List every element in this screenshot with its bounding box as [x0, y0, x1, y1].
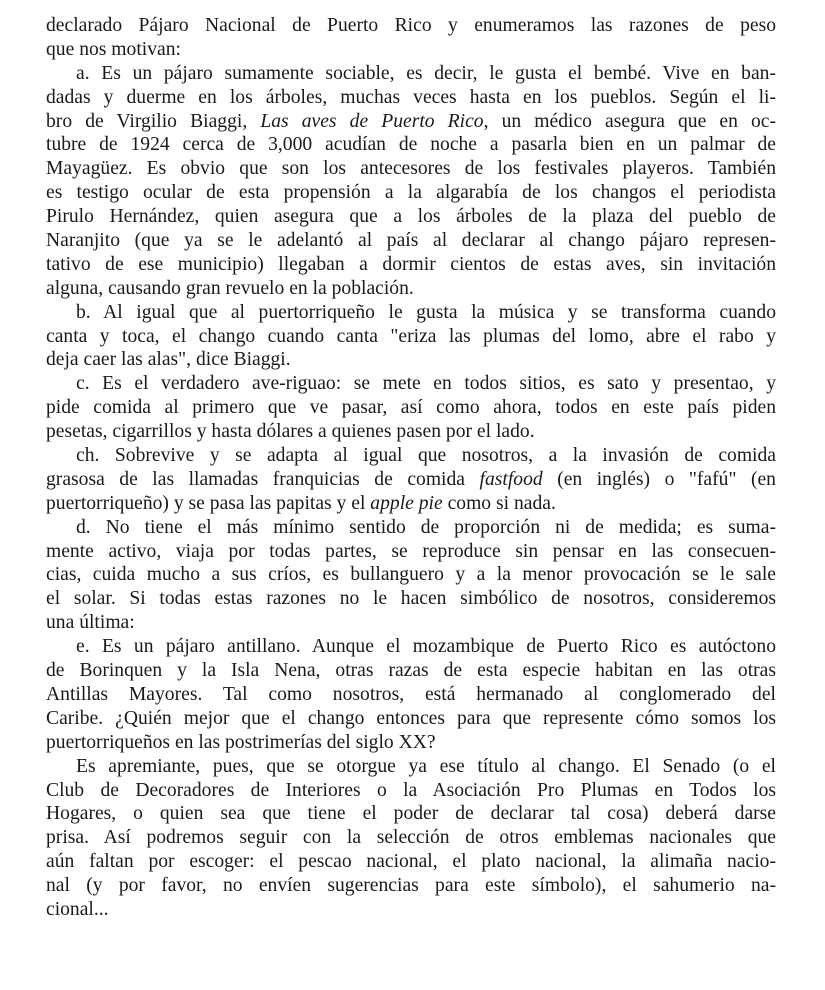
text-line — [46, 731, 776, 755]
text-line — [46, 157, 776, 181]
text-line — [46, 850, 776, 874]
text-segment: alguna, causando gran revuelo en la población. — [46, 277, 414, 299]
text-line — [46, 540, 776, 564]
italic-title: fastfood — [479, 468, 543, 490]
text-line — [46, 898, 776, 922]
text-segment: grasosa de las llamadas franquicias de comida — [46, 468, 480, 490]
text-segment: b. Al igual que al puertorriqueño le gusta la música y se transforma cuando — [76, 301, 776, 323]
text-segment: Pirulo Hernández, quien asegura que a los árboles de la plaza del pueblo de — [46, 206, 776, 228]
italic-title: Las aves de Puerto Rico — [260, 110, 484, 132]
text-line — [46, 826, 776, 850]
text-line — [46, 516, 776, 540]
text-segment: como si nada. — [442, 492, 556, 514]
text-segment: Naranjito (que ya se le adelantó al país al declarar al chango pájaro represen- — [46, 230, 776, 252]
text-line — [46, 181, 776, 205]
paragraph — [46, 635, 776, 754]
text-segment: e. Es un pájaro antillano. Aunque el mozambique de Puerto Rico es autóctono — [76, 636, 776, 658]
text-segment: nal (y por favor, no envíen sugerencias para este símbolo), el sahumerio na- — [46, 875, 776, 897]
text-segment: puertorriqueños en las postrimerías del siglo XX? — [46, 731, 436, 753]
text-segment: Caribe. ¿Quién mejor que el chango entonces para que represente cómo somos los — [46, 707, 776, 729]
text-segment: pide comida al primero que ve pasar, así como ahora, todos en este país piden — [46, 397, 776, 419]
text-segment: es testigo ocular de esta propensión a la algarabía de los changos el periodista — [46, 182, 776, 204]
text-segment: Hogares, o quien sea que tiene el poder de declarar tal cosa) deberá darse — [46, 803, 776, 825]
paragraph — [46, 372, 776, 444]
text-line — [46, 874, 776, 898]
text-line — [46, 611, 776, 635]
text-segment: (en inglés) o "fafú" (en — [542, 468, 776, 490]
paragraph — [46, 301, 776, 373]
text-line — [46, 492, 776, 516]
text-line — [46, 563, 776, 587]
text-segment: canta y toca, el chango cuando canta "eriza las plumas del lomo, abre el rabo y — [46, 325, 776, 347]
text-line — [46, 707, 776, 731]
text-segment: a. Es un pájaro sumamente sociable, es decir, le gusta el bembé. Vive en ban- — [76, 62, 776, 84]
text-line — [46, 468, 776, 492]
text-line — [46, 62, 776, 86]
text-line — [46, 205, 776, 229]
text-segment: Es apremiante, pues, que se otorgue ya ese título al chango. El Senado (o el — [76, 755, 776, 777]
text-line — [46, 325, 776, 349]
text-line — [46, 683, 776, 707]
paragraph — [46, 444, 776, 516]
text-line — [46, 14, 776, 38]
text-segment: d. No tiene el más mínimo sentido de proporción ni de medida; es suma- — [76, 516, 776, 538]
text-segment: declarado Pájaro Nacional de Puerto Rico y enumeramos las razones de peso — [46, 15, 776, 36]
text-line — [46, 372, 776, 396]
text-segment: Antillas Mayores. Tal como nosotros, está hermanado al conglomerado del — [46, 683, 776, 705]
text-line — [46, 779, 776, 803]
text-segment: cias, cuida mucho a sus críos, es bullanguero y a la menor provocación se le sale — [46, 564, 776, 586]
text-line — [46, 38, 776, 62]
text-segment: aún faltan por escoger: el pescao nacional, el plato nacional, la alimaña nacio- — [46, 851, 776, 873]
text-line — [46, 420, 776, 444]
text-line — [46, 133, 776, 157]
text-segment: bro de Virgilio Biaggi, — [46, 110, 261, 132]
text-line — [46, 110, 776, 134]
text-segment: tubre de 1924 cerca de 3,000 acudían de noche a pasarla bien en un palmar de — [46, 134, 776, 156]
text-segment: ch. Sobrevive y se adapta al igual que nosotros, a la invasión de comida — [76, 445, 776, 467]
text-line — [46, 659, 776, 683]
text-line — [46, 396, 776, 420]
text-line — [46, 802, 776, 826]
text-line — [46, 86, 776, 110]
text-line — [46, 229, 776, 253]
text-segment: c. Es el verdadero ave-riguao: se mete en todos sitios, es sato y presentao, y — [76, 373, 776, 395]
text-segment: tativo de ese municipio) llegaban a dormir cientos de estas aves, sin invitación — [46, 253, 776, 275]
text-line — [46, 301, 776, 325]
text-segment: deja caer las alas", dice Biaggi. — [46, 349, 291, 371]
text-segment: Club de Decoradores de Interiores o la Asociación Pro Plumas en Todos los — [46, 779, 776, 801]
text-line — [46, 253, 776, 277]
text-segment: el solar. Si todas estas razones no le hacen simbólico de nosotros, consideremos — [46, 588, 776, 610]
italic-title: apple pie — [370, 492, 443, 514]
text-line — [46, 587, 776, 611]
text-line — [46, 348, 776, 372]
document-page — [46, 14, 776, 922]
text-line — [46, 277, 776, 301]
text-segment: , un médico asegura que en oc- — [483, 110, 776, 132]
paragraph — [46, 14, 776, 62]
text-segment: pesetas, cigarrillos y hasta dólares a quienes pasen por el lado. — [46, 421, 535, 443]
text-segment: puertorriqueño) y se pasa las papitas y el — [46, 492, 371, 514]
text-segment: dadas y duerme en los árboles, muchas veces hasta en los pueblos. Según el li- — [46, 86, 776, 108]
text-segment: mente activo, viaja por todas partes, se reproduce sin pensar en las consecuen- — [46, 540, 776, 562]
text-segment: cional... — [46, 898, 109, 920]
paragraph — [46, 516, 776, 635]
text-line — [46, 755, 776, 779]
text-segment: que nos motivan: — [46, 38, 181, 60]
paragraph — [46, 755, 776, 922]
text-line — [46, 635, 776, 659]
text-segment: una última: — [46, 612, 135, 634]
text-segment: prisa. Así podremos seguir con la selección de otros emblemas nacionales que — [46, 827, 776, 849]
paragraph — [46, 62, 776, 301]
text-line — [46, 444, 776, 468]
text-segment: Mayagüez. Es obvio que son los antecesores de los festivales playeros. También — [46, 158, 776, 180]
text-segment: de Borinquen y la Isla Nena, otras razas de esta especie habitan en las otras — [46, 660, 776, 682]
